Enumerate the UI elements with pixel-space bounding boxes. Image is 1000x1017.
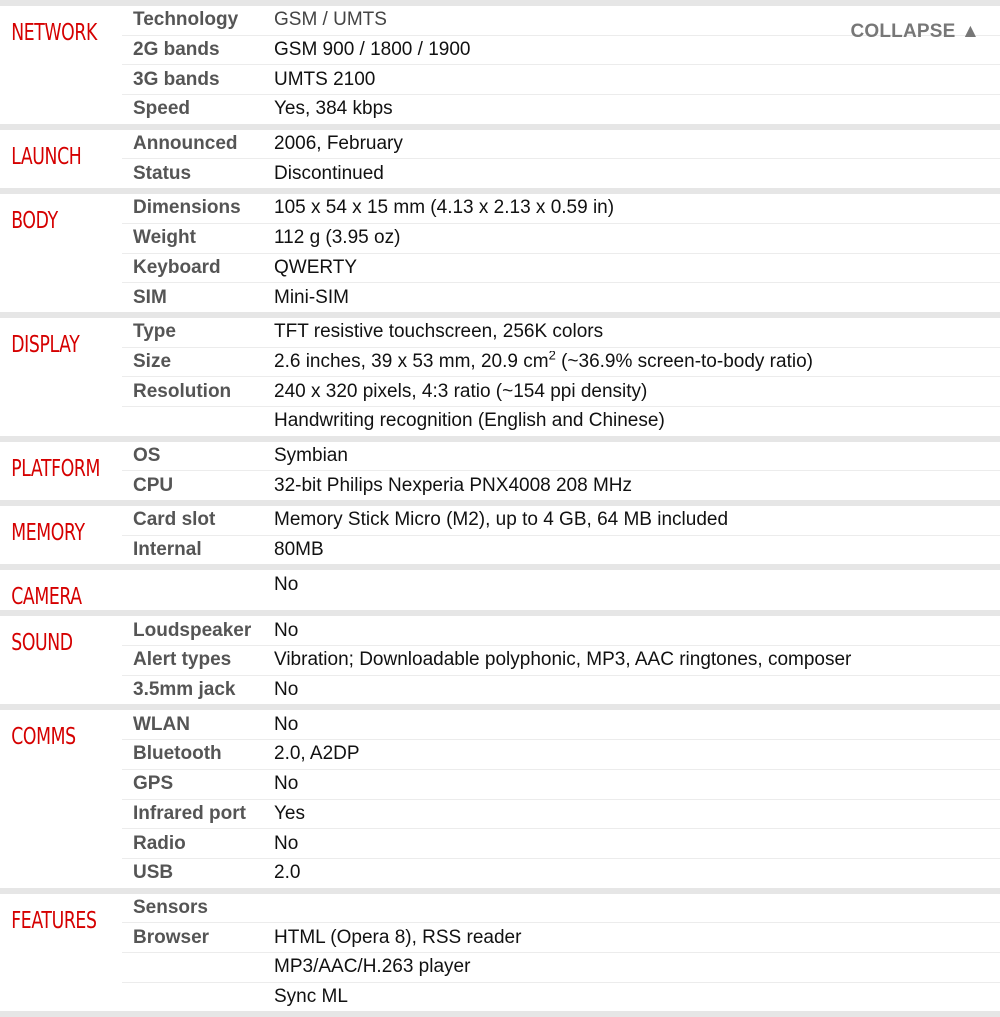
spec-value: 105 x 54 x 15 mm (4.13 x 2.13 x 0.59 in) — [274, 197, 615, 219]
spec-value: Mini-SIM — [274, 286, 349, 308]
spec-row — [122, 158, 1000, 188]
spec-row — [122, 64, 1000, 94]
spec-label[interactable]: Dimensions — [133, 197, 241, 219]
spec-row — [122, 506, 1000, 535]
section-title: COMMS — [11, 724, 76, 751]
spec-label[interactable]: Internal — [133, 539, 202, 561]
section-title: MEMORY — [11, 520, 85, 546]
section-rows — [122, 894, 1000, 1012]
section-memory — [0, 506, 1000, 564]
spec-value: TFT resistive touchscreen, 256K colors — [274, 321, 604, 343]
section-title: FEATURES — [11, 907, 97, 934]
spec-label[interactable]: Keyboard — [133, 256, 221, 278]
section-title: NETWORK — [11, 20, 97, 46]
spec-label[interactable]: Card slot — [133, 509, 216, 531]
spec-label[interactable]: Type — [133, 321, 176, 343]
spec-value: No — [274, 679, 299, 701]
spec-label[interactable]: WLAN — [133, 713, 190, 735]
section-display — [0, 318, 1000, 436]
spec-label[interactable]: Radio — [133, 832, 186, 854]
spec-value: HTML (Opera 8), RSS reader — [274, 926, 522, 948]
spec-value: 240 x 320 pixels, 4:3 ratio (~154 ppi density) — [274, 380, 648, 402]
spec-value: QWERTY — [274, 256, 358, 278]
superscript: 2 — [548, 350, 556, 363]
spec-label[interactable]: Resolution — [133, 380, 232, 402]
spec-label[interactable]: 3G bands — [133, 68, 220, 90]
spec-value: 32-bit Philips Nexperia PNX4008 208 MHz — [274, 474, 633, 496]
spec-value: Yes — [274, 802, 305, 824]
spec-value: 112 g (3.95 oz) — [274, 227, 401, 249]
section-rows — [122, 616, 1000, 704]
spec-value: Handwriting recognition (English and Chinese) — [274, 410, 665, 432]
section-title: PLATFORM — [11, 455, 101, 482]
spec-value: UMTS 2100 — [274, 68, 376, 90]
spec-row — [122, 952, 1000, 982]
spec-label[interactable]: Sensors — [133, 896, 208, 918]
spec-row — [122, 616, 1000, 645]
spec-value: No — [274, 573, 299, 595]
spec-label[interactable]: Alert types — [133, 649, 232, 671]
section-title: CAMERA — [11, 584, 82, 611]
spec-label[interactable]: Speed — [133, 98, 191, 120]
spec-row — [122, 470, 1000, 500]
spec-row — [122, 318, 1000, 347]
spec-label[interactable]: GPS — [133, 773, 174, 795]
spec-row — [122, 535, 1000, 565]
section-rows — [122, 194, 1000, 312]
spec-label[interactable]: Loudspeaker — [133, 619, 252, 641]
spec-value: MP3/AAC/H.263 player — [274, 956, 471, 978]
spec-value: No — [274, 773, 299, 795]
section-title: BODY — [11, 208, 58, 235]
spec-row — [122, 645, 1000, 675]
spec-label[interactable]: Bluetooth — [133, 743, 222, 765]
spec-label[interactable]: 3.5mm jack — [133, 679, 236, 701]
spec-row — [122, 406, 1000, 436]
spec-row — [122, 739, 1000, 769]
spec-label[interactable]: Announced — [133, 133, 238, 155]
spec-row — [122, 710, 1000, 739]
spec-label[interactable]: SIM — [133, 286, 167, 308]
spec-label[interactable]: Technology — [133, 9, 239, 31]
spec-label[interactable]: Weight — [133, 227, 196, 249]
spec-label[interactable]: USB — [133, 862, 174, 884]
spec-value: No — [274, 832, 299, 854]
spec-value: 2.0, A2DP — [274, 743, 360, 765]
spec-value: Symbian — [274, 444, 348, 466]
section-features — [0, 894, 1000, 1012]
section-title: DISPLAY — [11, 331, 80, 358]
spec-label[interactable]: Size — [133, 350, 172, 372]
spec-sections — [0, 6, 1000, 1017]
section-rows — [122, 710, 1000, 887]
section-rows — [122, 570, 1000, 610]
section-launch — [0, 130, 1000, 188]
spec-value: Sync ML — [274, 985, 348, 1007]
spec-value: Discontinued — [274, 162, 384, 184]
spec-label[interactable]: Infrared port — [133, 802, 246, 824]
spec-value — [274, 351, 1000, 373]
spec-row — [122, 799, 1000, 829]
section-rows — [122, 506, 1000, 564]
spec-row — [122, 769, 1000, 799]
collapse-button[interactable]: COLLAPSE ▲ — [850, 21, 980, 42]
section-rows — [122, 130, 1000, 188]
spec-value: Memory Stick Micro (M2), up to 4 GB, 64 MB included — [274, 509, 729, 531]
section-rows — [122, 318, 1000, 436]
spec-value-suffix: (~36.9% screen-to-body ratio) — [555, 350, 813, 372]
spec-label[interactable]: 2G bands — [133, 39, 220, 61]
spec-value: GSM 900 / 1800 / 1900 — [274, 39, 471, 61]
section-platform — [0, 442, 1000, 500]
spec-value: 2.0 — [274, 862, 301, 884]
spec-row — [122, 194, 1000, 223]
section-body — [0, 194, 1000, 312]
spec-row — [122, 858, 1000, 888]
spec-label[interactable]: CPU — [133, 474, 174, 496]
spec-row — [122, 675, 1000, 705]
spec-label[interactable]: OS — [133, 444, 161, 466]
spec-row — [122, 442, 1000, 471]
spec-row — [122, 376, 1000, 406]
spec-value: No — [274, 619, 299, 641]
spec-value: 2006, February — [274, 133, 403, 155]
spec-row — [122, 894, 1000, 923]
spec-value: Vibration; Downloadable polyphonic, MP3, AAC ringtones, composer — [274, 649, 852, 671]
spec-value: Yes, 384 kbps — [274, 98, 393, 120]
spec-row — [122, 347, 1000, 377]
spec-row — [122, 223, 1000, 253]
spec-row — [122, 982, 1000, 1012]
section-rows — [122, 442, 1000, 500]
section-title: SOUND — [11, 630, 73, 657]
spec-row — [122, 253, 1000, 283]
section-title: LAUNCH — [11, 143, 82, 170]
section-sound — [0, 616, 1000, 704]
section-comms — [0, 710, 1000, 887]
section-divider — [0, 1011, 1000, 1017]
spec-label[interactable]: Status — [133, 162, 192, 184]
spec-row — [122, 94, 1000, 124]
spec-row — [122, 570, 1000, 599]
section-camera — [0, 570, 1000, 610]
spec-value: No — [274, 713, 299, 735]
spec-row — [122, 828, 1000, 858]
spec-row — [122, 282, 1000, 312]
spec-label[interactable]: Browser — [133, 926, 210, 948]
spec-row — [122, 130, 1000, 159]
spec-value: GSM / UMTS — [274, 9, 387, 31]
spec-row — [122, 922, 1000, 952]
spec-value: 80MB — [274, 539, 324, 561]
spec-value-text: 2.6 inches, 39 x 53 mm, 20.9 cm — [274, 350, 549, 372]
